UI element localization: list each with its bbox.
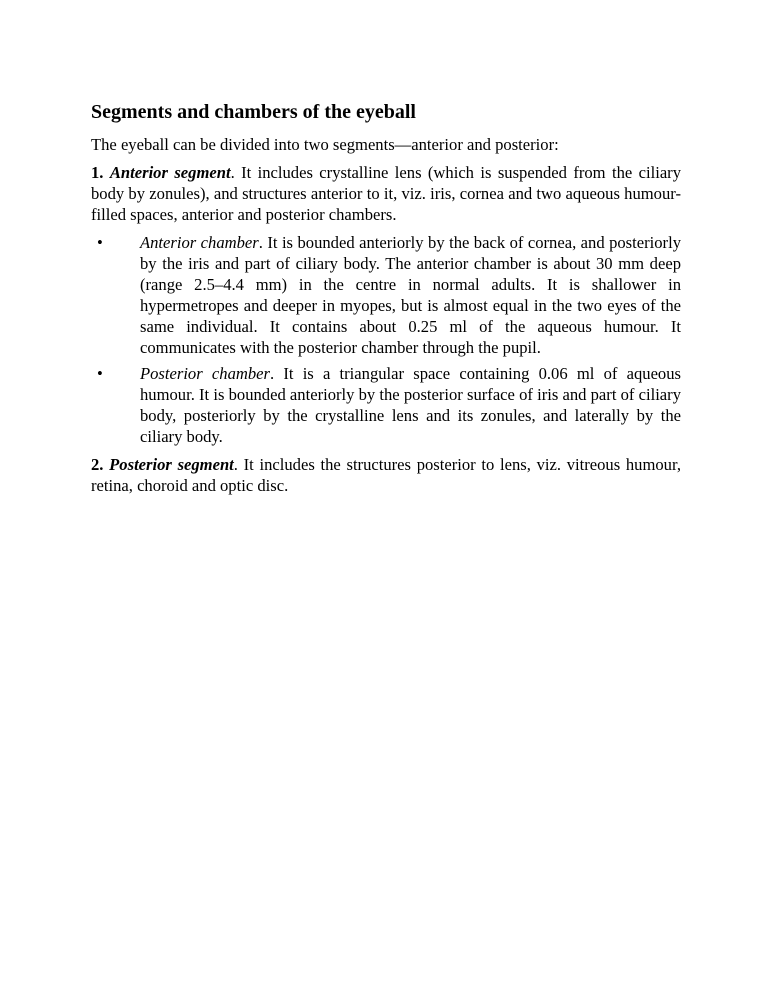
- bullet-term: Posterior chamber: [140, 364, 270, 383]
- section-term-punct: .: [230, 163, 235, 182]
- document-page: [91, 98, 681, 503]
- bullet-marker: •: [97, 233, 103, 252]
- section-term: Posterior segment: [109, 455, 234, 474]
- bullet-term-punct: .: [269, 364, 275, 383]
- bullet-term-punct: .: [258, 233, 263, 252]
- section-number: 1.: [91, 163, 104, 182]
- bullet-text: It is bounded anteriorly by the back of cornea, and posteriorly by the iris and part of ciliary body. The anterior chamber is about 30 mm deep (range 2.5–4.4 mm) in the centre in normal adults. It is shallower in hypermetropes and deeper in myopes, but is almost equal in the two eyes of the same individual. It contains about 0.25 ml of the aqueous humour. It communicates with the posterior chamber through the pupil.: [140, 233, 681, 357]
- posterior-segment-paragraph: [91, 454, 681, 496]
- list-item-anterior-chamber: [91, 232, 681, 358]
- section-term: Anterior segment: [109, 163, 231, 182]
- section-term-punct: .: [233, 455, 238, 474]
- anterior-segment-paragraph: [91, 162, 681, 225]
- page-heading: Segments and chambers of the eyeball: [91, 101, 416, 123]
- chamber-list: [91, 232, 681, 447]
- section-text: It includes the structures posterior to lens, viz. vitreous humour, retina, choroid and optic disc.: [91, 455, 681, 495]
- intro-paragraph: The eyeball can be divided into two segments—anterior and posterior:: [91, 135, 559, 154]
- bullet-term: Anterior chamber: [140, 233, 259, 252]
- list-item-posterior-chamber: [91, 363, 681, 447]
- bullet-marker: •: [97, 364, 103, 383]
- section-text: It includes crystalline lens (which is suspended from the ciliary body by zonules), and structures anterior to it, viz. iris, cornea and two aqueous humour-filled spaces, anterior and posterior chambers.: [91, 163, 682, 224]
- section-number: 2.: [91, 455, 104, 474]
- bullet-text: It is a triangular space containing 0.06 ml of aqueous humour. It is bounded anteriorly by the posterior surface of iris and part of ciliary body, posteriorly by the crystalline lens and its zonules, and laterally by the ciliary body.: [140, 364, 681, 446]
